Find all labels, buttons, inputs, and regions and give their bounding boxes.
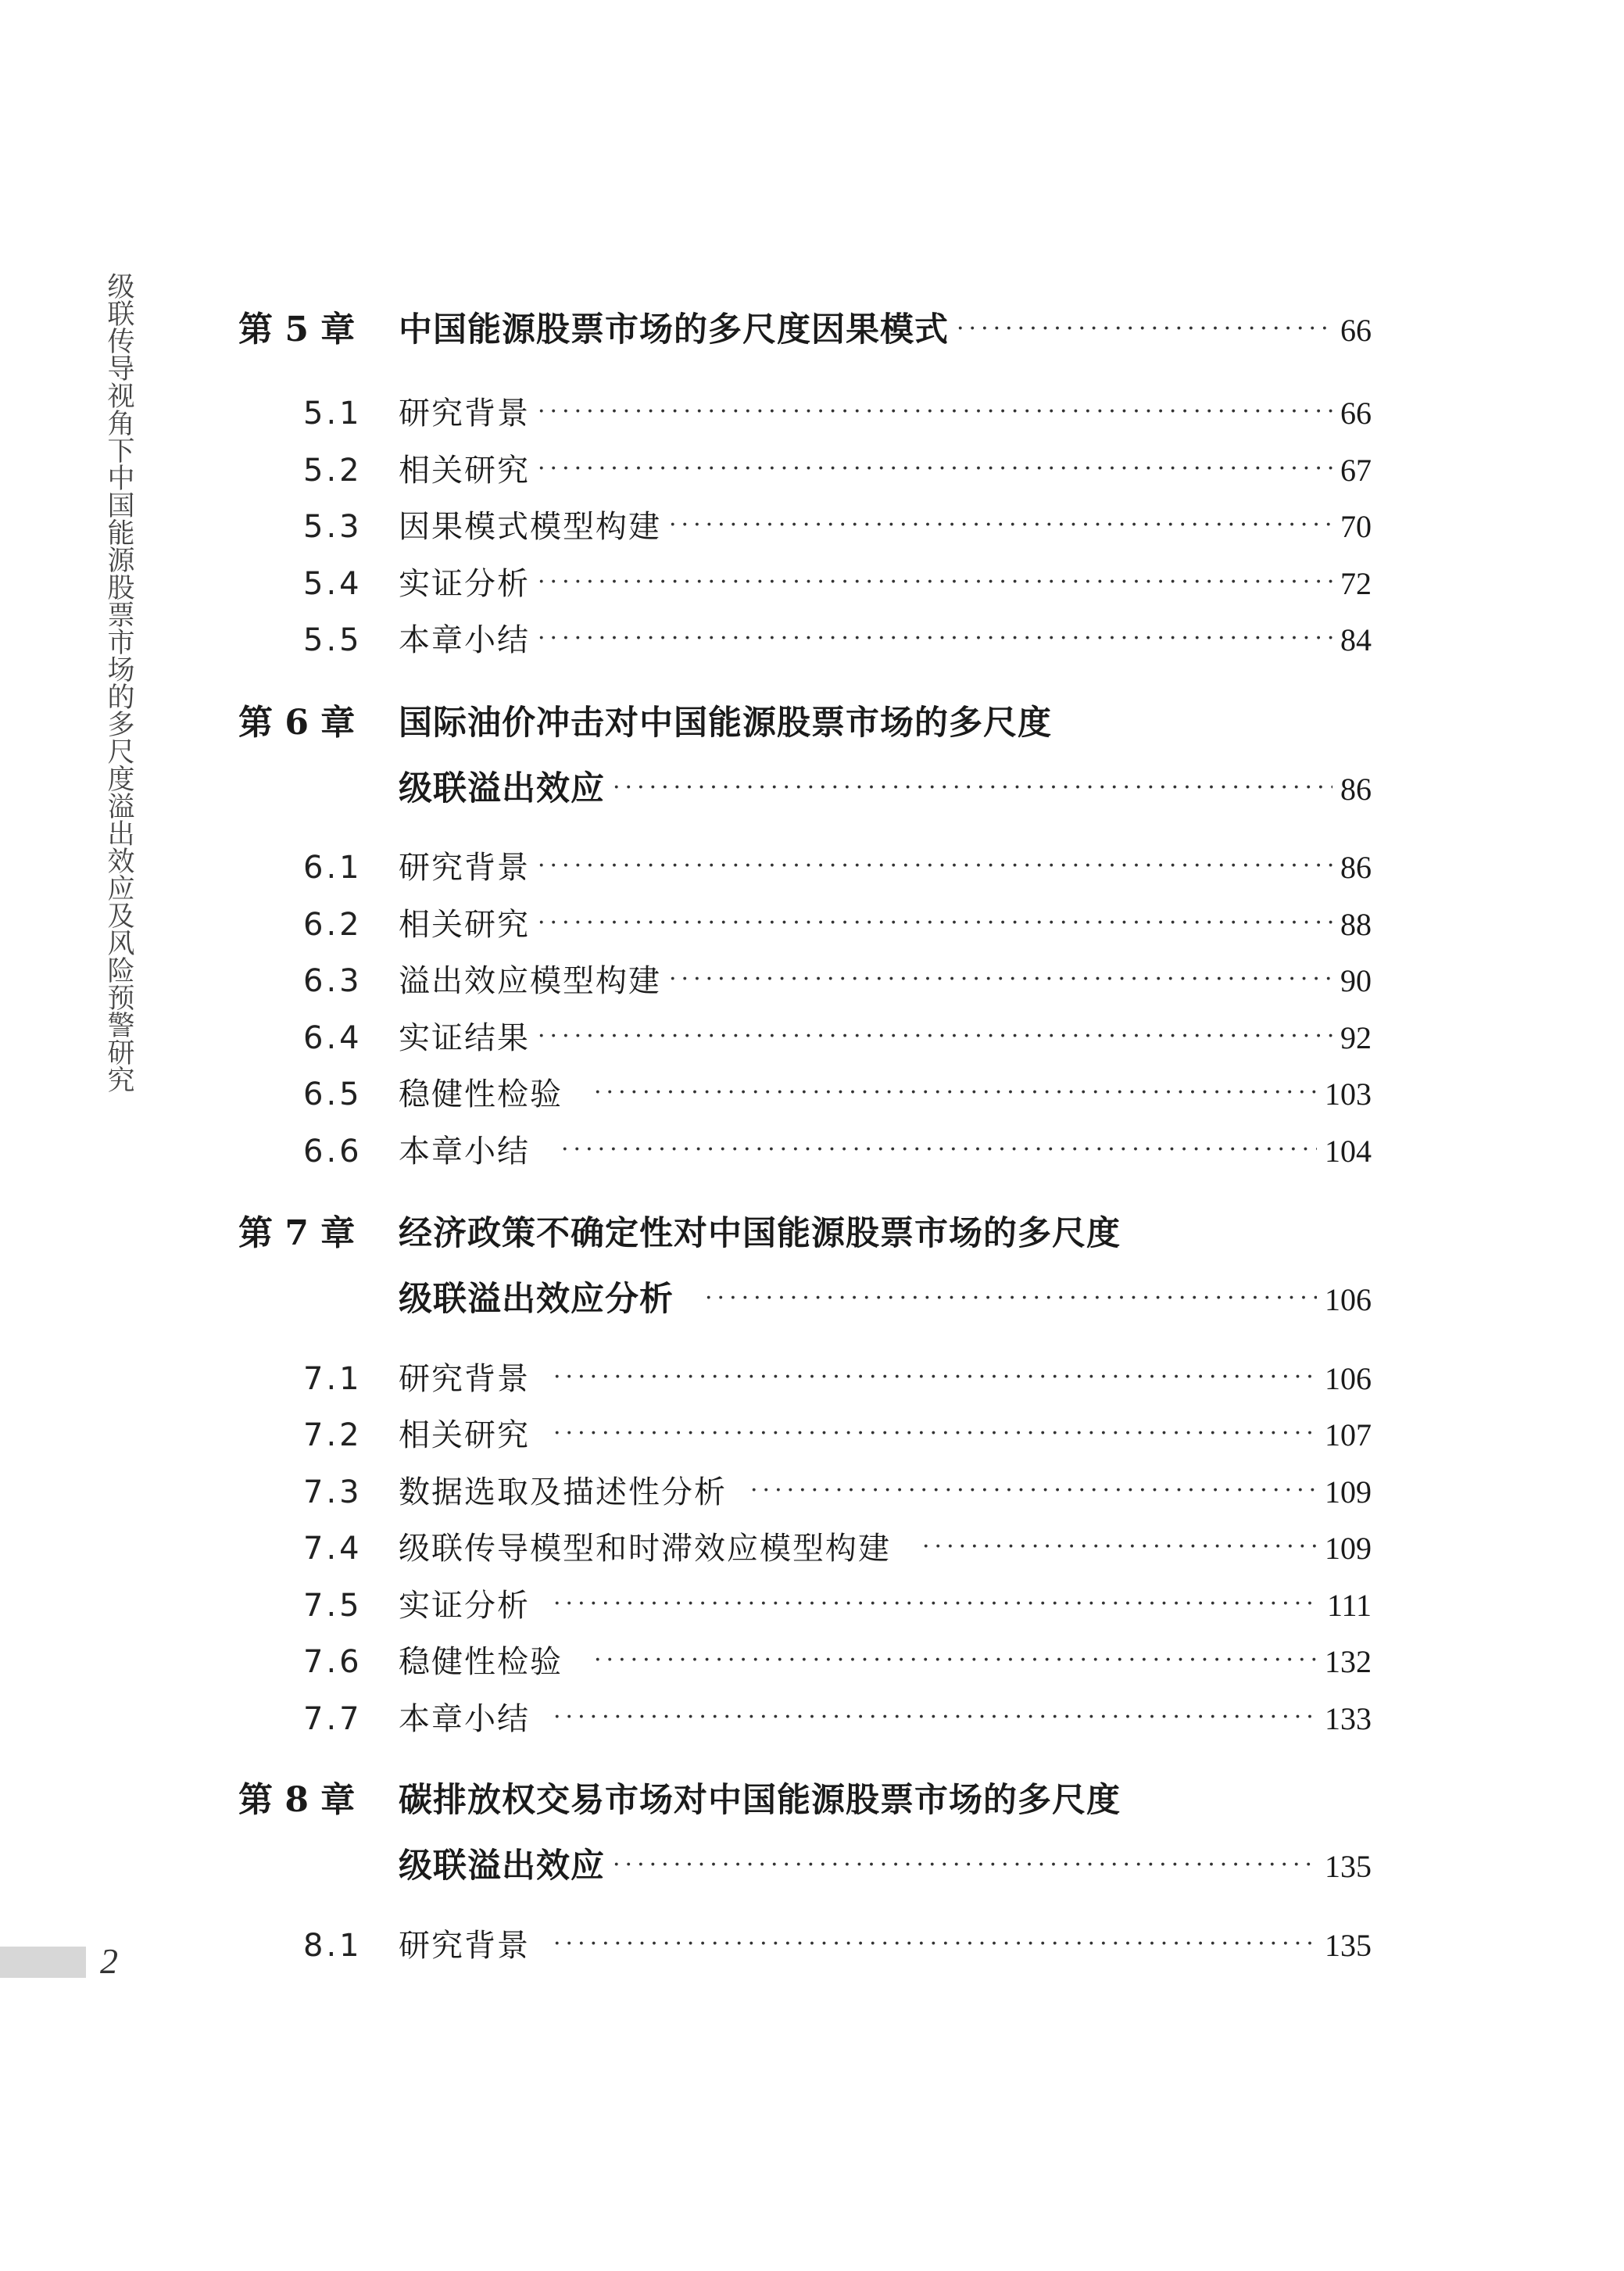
page-ref: 103 — [1325, 1076, 1372, 1112]
page-ref: 70 — [1340, 509, 1372, 544]
chapter-title-line1: 国际油价冲击对中国能源股票市场的多尺度 — [399, 704, 1052, 743]
leader-dots — [957, 315, 1332, 342]
leader-dots — [538, 852, 1332, 879]
section-title: 相关研究 — [399, 1417, 530, 1453]
section-number: 7.6 — [303, 1644, 363, 1680]
section-number: 5.5 — [303, 622, 363, 658]
section-6-5[interactable] — [303, 1069, 1372, 1114]
leader-dots — [538, 455, 1332, 482]
leader-dots — [538, 625, 1332, 652]
section-title: 实证分析 — [399, 1588, 530, 1624]
leader-dots — [750, 1477, 1317, 1504]
section-number: 7.5 — [303, 1588, 363, 1624]
chapter-title-line1: 碳排放权交易市场对中国能源股票市场的多尺度 — [399, 1781, 1121, 1820]
section-title: 研究背景 — [399, 1361, 530, 1397]
chapter-5-entry[interactable] — [238, 301, 1372, 351]
section-title: 本章小结 — [399, 622, 530, 658]
section-number: 6.1 — [303, 850, 363, 886]
page-ref: 133 — [1325, 1701, 1372, 1736]
section-title: 溢出效应模型构建 — [399, 963, 661, 999]
section-number: 6.3 — [303, 963, 363, 999]
chapter-title: 中国能源股票市场的多尺度因果模式 — [399, 310, 949, 349]
page-ref: 67 — [1340, 453, 1372, 488]
section-title: 实证分析 — [399, 566, 530, 602]
section-7-2[interactable] — [303, 1410, 1372, 1455]
chapter-8-entry-line2[interactable] — [399, 1839, 1372, 1887]
leader-dots — [553, 1590, 1319, 1617]
section-7-6[interactable] — [303, 1637, 1372, 1682]
section-title: 本章小结 — [399, 1701, 530, 1737]
leader-dots — [553, 1420, 1317, 1447]
section-number: 8.1 — [303, 1928, 363, 1964]
page-ref: 135 — [1325, 1928, 1372, 1963]
section-title: 因果模式模型构建 — [399, 509, 661, 545]
section-7-7[interactable] — [303, 1694, 1372, 1739]
section-title: 相关研究 — [399, 907, 530, 943]
chapter-title-line2: 级联溢出效应分析 — [399, 1280, 674, 1319]
section-number: 6.5 — [303, 1076, 363, 1112]
section-5-5[interactable] — [303, 615, 1372, 660]
leader-dots — [922, 1533, 1317, 1560]
section-7-1[interactable] — [303, 1354, 1372, 1399]
chapter-7-entry-line2[interactable] — [399, 1273, 1372, 1320]
chapter-title-line2: 级联溢出效应 — [399, 1847, 605, 1886]
section-7-3[interactable] — [303, 1467, 1372, 1512]
leader-dots — [553, 1363, 1317, 1391]
leader-dots — [594, 1646, 1317, 1674]
page-ref: 106 — [1325, 1282, 1372, 1317]
section-number: 6.4 — [303, 1020, 363, 1056]
section-title: 数据选取及描述性分析 — [399, 1474, 727, 1510]
page-ref: 106 — [1325, 1361, 1372, 1396]
section-number: 5.3 — [303, 509, 363, 545]
page-ref: 104 — [1325, 1134, 1372, 1169]
section-title: 稳健性检验 — [399, 1644, 563, 1680]
page-ref: 66 — [1340, 396, 1372, 431]
leader-dots — [705, 1284, 1317, 1312]
section-number: 5.2 — [303, 453, 363, 489]
chapter-8-entry[interactable] — [238, 1771, 1372, 1821]
section-6-4[interactable] — [303, 1013, 1372, 1058]
leader-dots — [669, 511, 1332, 539]
page-ref: 135 — [1325, 1849, 1372, 1884]
page-ref: 72 — [1340, 566, 1372, 601]
chapter-6-entry[interactable] — [238, 694, 1372, 744]
chapter-number: 第 7 章 — [238, 1213, 356, 1253]
leader-dots — [538, 398, 1332, 425]
leader-dots — [553, 1703, 1317, 1731]
page-ref: 66 — [1340, 313, 1372, 348]
section-8-1[interactable] — [303, 1921, 1372, 1965]
chapter-title-line1: 经济政策不确定性对中国能源股票市场的多尺度 — [399, 1214, 1121, 1253]
section-number: 7.4 — [303, 1531, 363, 1567]
section-number: 7.7 — [303, 1701, 363, 1737]
section-5-1[interactable] — [303, 389, 1372, 433]
chapter-number: 第 6 章 — [238, 703, 356, 743]
page-ref: 109 — [1325, 1474, 1372, 1510]
page-ref: 90 — [1340, 963, 1372, 998]
section-number: 7.2 — [303, 1417, 363, 1453]
page-ref: 86 — [1340, 772, 1372, 807]
page-ref: 88 — [1340, 907, 1372, 942]
section-title: 本章小结 — [399, 1134, 530, 1170]
page-ref: 109 — [1325, 1531, 1372, 1566]
section-7-5[interactable] — [303, 1581, 1372, 1625]
section-number: 6.2 — [303, 907, 363, 943]
leader-dots — [538, 568, 1332, 596]
chapter-number: 第 8 章 — [238, 1780, 356, 1820]
leader-dots — [553, 1930, 1317, 1958]
section-7-4[interactable] — [303, 1524, 1372, 1568]
chapter-number: 第 5 章 — [238, 310, 356, 349]
page-ref: 86 — [1340, 850, 1372, 885]
section-number: 5.4 — [303, 566, 363, 602]
page-number: 2 — [100, 1941, 118, 1981]
section-title: 研究背景 — [399, 1928, 530, 1964]
section-5-4[interactable] — [303, 559, 1372, 604]
section-number: 7.1 — [303, 1361, 363, 1397]
page-ref: 107 — [1325, 1417, 1372, 1453]
leader-dots — [538, 909, 1332, 937]
section-title: 实证结果 — [399, 1020, 530, 1056]
page-ref: 84 — [1340, 622, 1372, 657]
section-5-2[interactable] — [303, 446, 1372, 490]
chapter-title-line2: 级联溢出效应 — [399, 769, 605, 808]
section-title: 相关研究 — [399, 453, 530, 489]
section-number: 5.1 — [303, 396, 363, 432]
page-ref: 92 — [1340, 1020, 1372, 1055]
section-title: 级联传导模型和时滞效应模型构建 — [399, 1531, 891, 1567]
leader-dots — [613, 774, 1332, 801]
leader-dots — [538, 1023, 1332, 1050]
page-ref: 132 — [1325, 1644, 1372, 1679]
chapter-7-entry[interactable] — [238, 1205, 1372, 1255]
section-6-2[interactable] — [303, 900, 1372, 944]
section-5-3[interactable] — [303, 502, 1372, 546]
chapter-6-entry-line2[interactable] — [399, 762, 1372, 810]
leader-dots — [561, 1136, 1317, 1163]
section-title: 研究背景 — [399, 850, 530, 886]
section-number: 7.3 — [303, 1474, 363, 1510]
section-number: 6.6 — [303, 1134, 363, 1170]
page-ref: 111 — [1326, 1588, 1372, 1623]
leader-dots — [669, 965, 1332, 993]
section-title: 稳健性检验 — [399, 1076, 563, 1112]
leader-dots — [613, 1851, 1317, 1879]
section-6-1[interactable] — [303, 843, 1372, 887]
leader-dots — [594, 1079, 1317, 1106]
section-title: 研究背景 — [399, 396, 530, 432]
section-6-6[interactable] — [303, 1127, 1372, 1171]
section-6-3[interactable] — [303, 956, 1372, 1001]
running-title-vertical: 级联传导视角下中国能源股票市场的多尺度溢出效应及风险预警研究 — [103, 272, 134, 1093]
